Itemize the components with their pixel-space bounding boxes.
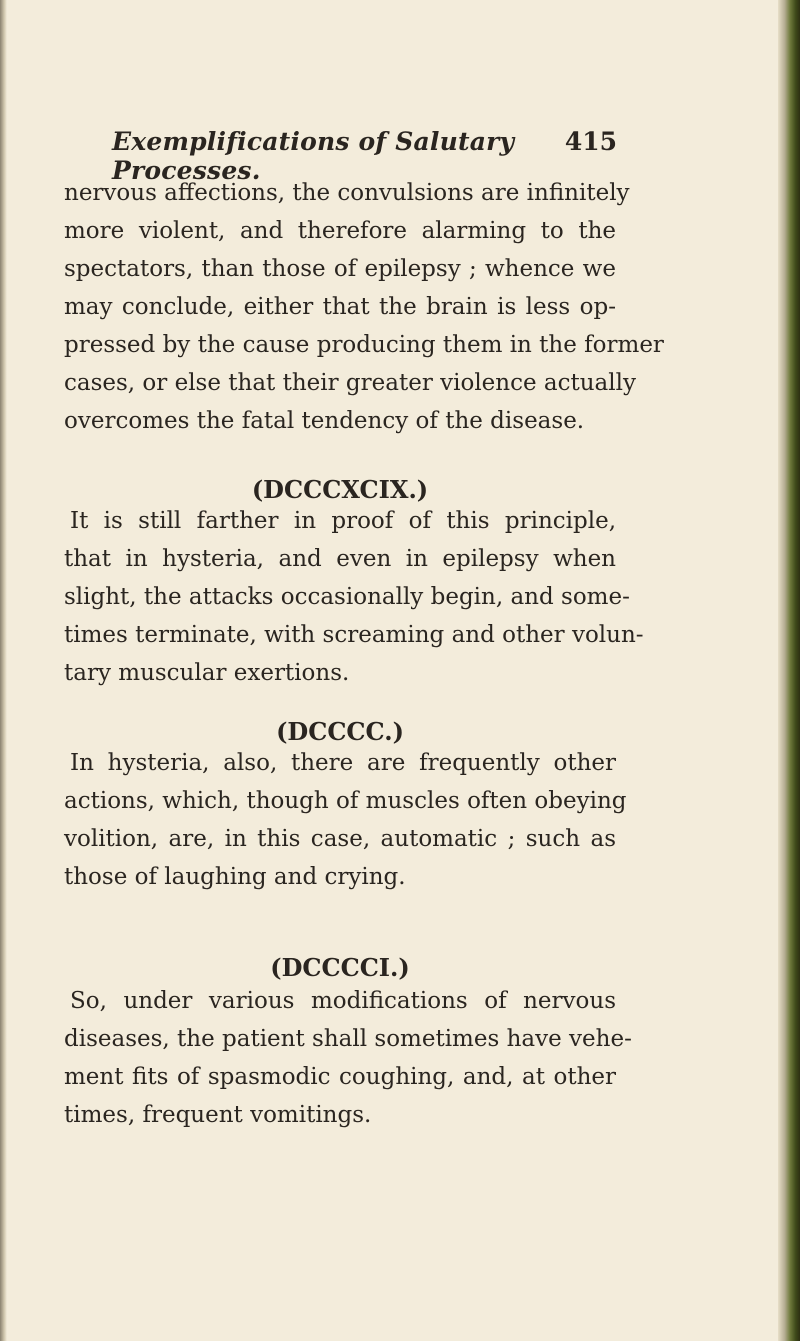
- text-line: more violent, and therefore alarming to the: [64, 218, 616, 244]
- book-spine-edge: [778, 0, 800, 1341]
- text-line: In hysteria, also, there are frequently other: [70, 750, 616, 776]
- text-line: pressed by the cause producing them in the former: [64, 332, 664, 358]
- text-line: cases, or else that their greater violence actually: [64, 370, 636, 396]
- text-line: those of laughing and crying.: [64, 864, 406, 890]
- section-paragraph: [64, 502, 644, 692]
- text-line: slight, the attacks occasionally begin, and some-: [64, 584, 630, 610]
- text-line: times terminate, with screaming and other volun-: [64, 622, 644, 648]
- section-heading: (DCCCXCIX.): [251, 475, 429, 504]
- text-line: tary muscular exertions.: [64, 660, 350, 686]
- text-line: So, under various modifications of nervous: [70, 988, 616, 1014]
- text-line: volition, are, in this case, automatic ; such as: [64, 826, 616, 852]
- text-line: spectators, than those of epilepsy ; whence we: [64, 256, 616, 282]
- page-left-edge: [0, 0, 7, 1341]
- text-line: overcomes the fatal tendency of the disease.: [64, 408, 585, 434]
- section-heading: (DCCCCI.): [270, 953, 410, 982]
- text-line: nervous affections, the convulsions are infinitely: [64, 180, 630, 206]
- section-heading: (DCCCC.): [276, 717, 404, 746]
- section-paragraph: [64, 744, 627, 896]
- text-line: ment fits of spasmodic coughing, and, at other: [64, 1064, 616, 1090]
- text-line: that in hysteria, and even in epilepsy when: [64, 546, 616, 572]
- text-line: It is still farther in proof of this principle,: [70, 508, 616, 534]
- section-paragraph: [64, 982, 632, 1134]
- running-title: Exemplifications of Salutary Processes.: [112, 127, 515, 185]
- text-line: diseases, the patient shall sometimes have vehe-: [64, 1026, 632, 1052]
- text-line: may conclude, either that the brain is less op-: [64, 294, 616, 320]
- paragraph-continuation: [64, 174, 664, 440]
- page-number: 415: [564, 127, 617, 156]
- page-header: [112, 127, 617, 185]
- text-line: times, frequent vomitings.: [64, 1102, 372, 1128]
- text-line: actions, which, though of muscles often obeying: [64, 788, 627, 814]
